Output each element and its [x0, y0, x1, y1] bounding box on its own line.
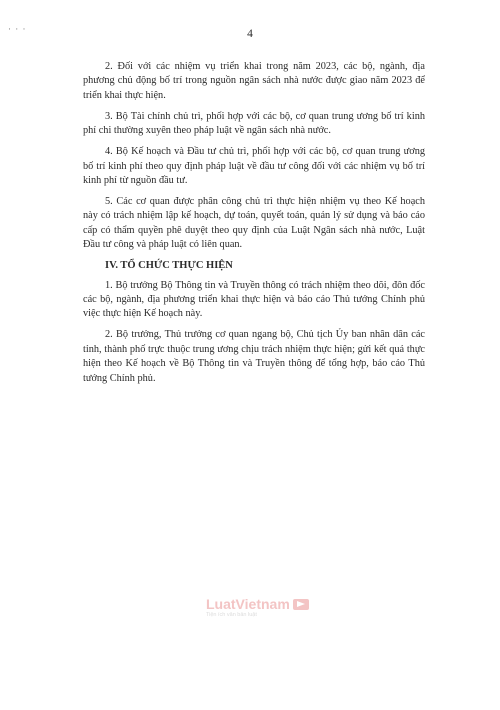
section-iv-heading: IV. TỔ CHỨC THỰC HIỆN	[105, 260, 233, 272]
page-number: 4	[247, 28, 253, 40]
section-iv-paragraph-1: 1. Bộ trưởng Bộ Thông tin và Truyền thông có trách nhiệm theo dõi, đôn đốc các bộ, ngành, địa phương triển khai thực hiện và báo cáo Thủ tướng Chính phủ việc thực hiện Kế hoạch này.	[83, 279, 425, 320]
watermark-tagline: Tiện ích văn bản luật	[206, 612, 257, 618]
paragraph-2: 2. Đối với các nhiệm vụ triển khai trong năm 2023, các bộ, ngành, địa phương chủ động bố trí trong nguồn ngân sách nhà nước được giao năm 2023 để triển khai thực hiện.	[83, 61, 425, 101]
paragraph-4: 4. Bộ Kế hoạch và Đầu tư chủ trì, phối hợp với các bộ, cơ quan trung ương bố trí kinh phí theo quy định pháp luật về đầu tư công đối với các nhiệm vụ bố trí kinh phí từ nguồn đầu tư.	[83, 146, 425, 187]
paragraph-3: 3. Bộ Tài chính chủ trì, phối hợp với các bộ, cơ quan trung ương bố trí kinh phí chi thường xuyên theo pháp luật về ngân sách nhà nước.	[83, 110, 425, 137]
luatvietnam-watermark	[206, 597, 309, 619]
document-body	[83, 60, 425, 393]
watermark-brand: LuatVietnam	[206, 596, 290, 612]
corner-marks: · · ·	[8, 24, 27, 34]
paragraph-5: 5. Các cơ quan được phân công chủ trì thực hiện nhiệm vụ theo Kế hoạch này có trách nhiệm lập kế hoạch, dự toán, quyết toán, quản lý sử dụng và báo cáo cấp có thẩm quyền phê duyệt theo quy định của Luật Ngân sách nhà nước, Luật Đầu tư công và pháp luật có liên quan.	[83, 196, 425, 251]
section-iv-paragraph-2: 2. Bộ trưởng, Thủ trưởng cơ quan ngang bộ, Chủ tịch Ủy ban nhân dân các tỉnh, thành phố trực thuộc trung ương chịu trách nhiệm thực hiện; gửi kết quả thực hiện theo Kế hoạch về Bộ Thông tin và Truyền thông để tổng hợp, báo cáo Thủ tướng Chính phủ.	[83, 329, 425, 384]
arrow-right-icon	[293, 599, 309, 610]
